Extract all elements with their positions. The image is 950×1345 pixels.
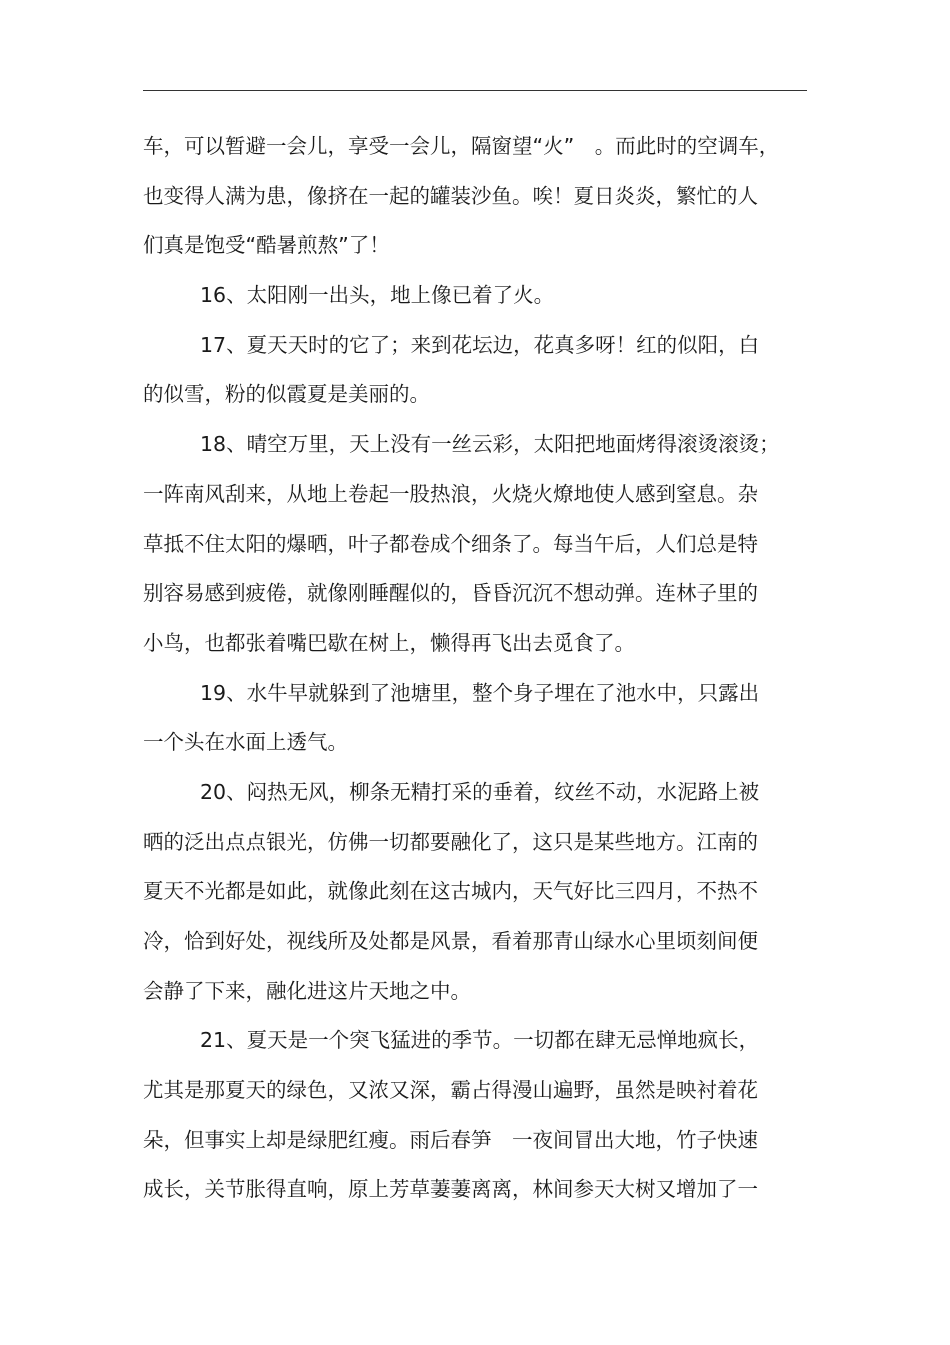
text-line: 尤其是那夏天的绿色，又浓又深，霸占得漫山遍野，虽然是映衬着花 <box>143 1078 758 1103</box>
text-line: 17、夏天天时的它了；来到花坛边，花真多呀！红的似阳，白 <box>200 332 760 357</box>
text-line: 16、太阳刚一出头，地上像已着了火。 <box>200 283 555 308</box>
text-line: 也变得人满为患，像挤在一起的罐装沙鱼。唉！夏日炎炎，繁忙的人 <box>143 183 758 208</box>
text-line: 朵，但事实上却是绿肥红瘦。雨后春笋 一夜间冒出大地，竹子快速 <box>143 1127 758 1152</box>
text-line: 21、夏天是一个突飞猛进的季节。一切都在肆无忌惮地疯长， <box>200 1028 760 1053</box>
header-rule <box>143 90 807 91</box>
text-line: 一个头在水面上透气。 <box>143 730 348 755</box>
text-line: 夏天不光都是如此，就像此刻在这古城内，天气好比三四月，不热不 <box>143 879 758 904</box>
text-line: 草抵不住太阳的爆晒，叶子都卷成个细条了。每当午后，人们总是特 <box>143 531 758 556</box>
text-line: 小鸟，也都张着嘴巴歇在树上，懒得再飞出去觅食了。 <box>143 630 635 655</box>
text-line: 19、水牛早就躲到了池塘里，整个身子埋在了池水中，只露出 <box>200 680 760 705</box>
text-line: 车，可以暂避一会儿，享受一会儿，隔窗望“火” 。而此时的空调车， <box>143 134 780 158</box>
document-body <box>143 122 807 1215</box>
text-line: 18、晴空万里，天上没有一丝云彩，太阳把地面烤得滚烫滚烫； <box>200 432 780 457</box>
text-line: 20、闷热无风，柳条无精打采的垂着，纹丝不动，水泥路上被 <box>200 779 760 804</box>
text-line: 会静了下来，融化进这片天地之中。 <box>143 978 471 1003</box>
text-line: 冷，恰到好处，视线所及处都是风景，看着那青山绿水心里顷刻间便 <box>143 929 758 953</box>
text-line: 的似雪，粉的似霞夏是美丽的。 <box>143 382 430 407</box>
text-line: 一阵南风刮来，从地上卷起一股热浪，火烧火燎地使人感到窒息。杂 <box>143 481 758 506</box>
text-line: 成长，关节胀得直响，原上芳草萋萋离离，林间参天大树又增加了一 <box>143 1177 758 1202</box>
text-line: 晒的泛出点点银光，仿佛一切都要融化了，这只是某些地方。江南的 <box>143 829 758 854</box>
text-line: 别容易感到疲倦，就像刚睡醒似的，昏昏沉沉不想动弹。连林子里的 <box>143 581 758 606</box>
text-line: 们真是饱受“酷暑煎熬”了！ <box>143 233 390 258</box>
